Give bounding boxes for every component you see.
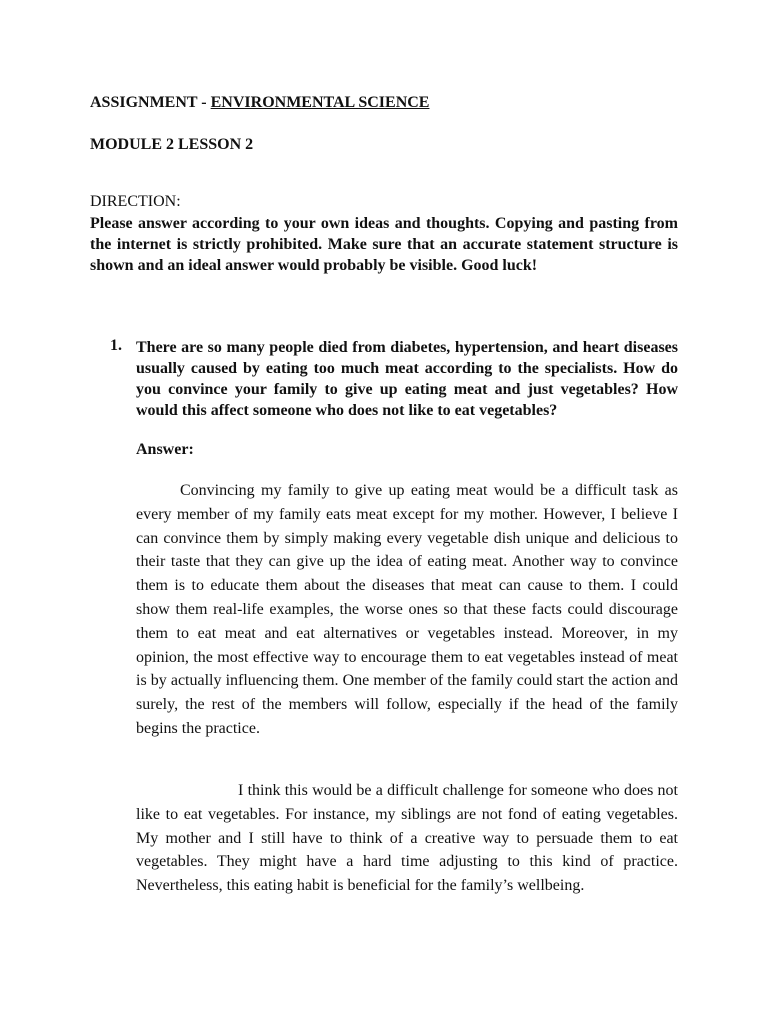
answer-paragraph-2: I think this would be a difficult challenge for someone who does not like to eat vegetables. For instance, my siblings are not fond of eating vegetables. My mother and I still have to think of a creative way to persuade them to eat vegetables. They might have a hard time adjusting to this kind of practice. Nevertheless, this eating habit is beneficial for the family’s wellbeing. (136, 782, 678, 895)
answer-paragraph-1: Convincing my family to give up eating meat would be a difficult task as every member of my family eats meat except for my mother. However, I believe I can convince them by simply making every vegetable dish unique and delicious to their taste that they can give up the idea of eating meat. Another way to convince them is to educate them about the diseases that meat can cause to them. I could show them real-life examples, the worse ones so that these facts could discourage them to eat meat and eat alternatives or vegetables instead. Moreover, in my opinion, the most effective way to encourage them to eat vegetables instead of meat is by actually influencing them. One member of the family could start the action and surely, the rest of the members will follow, especially if the head of the family begins the practice. (136, 482, 678, 737)
module-heading: MODULE 2 LESSON 2 (90, 136, 254, 153)
assignment-prefix: ASSIGNMENT - (90, 94, 211, 111)
direction-label: DIRECTION: (90, 193, 181, 210)
answer-label: Answer: (136, 441, 194, 458)
assignment-title (90, 94, 429, 112)
direction-text: Please answer according to your own ideas and thoughts. Copying and pasting from the internet is strictly prohibited. Make sure that an accurate statement structure is shown and an ideal answer would probably be visible. Good luck! (90, 215, 678, 274)
question-number: 1. (110, 337, 122, 354)
question-text: There are so many people died from diabetes, hypertension, and heart diseases usually caused by eating too much meat according to the specialists. How do you convince your family to give up eating meat and just vegetables? How would this affect someone who does not like to eat vegetables? (136, 339, 678, 419)
subject-title: ENVIRONMENTAL SCIENCE (210, 94, 430, 111)
